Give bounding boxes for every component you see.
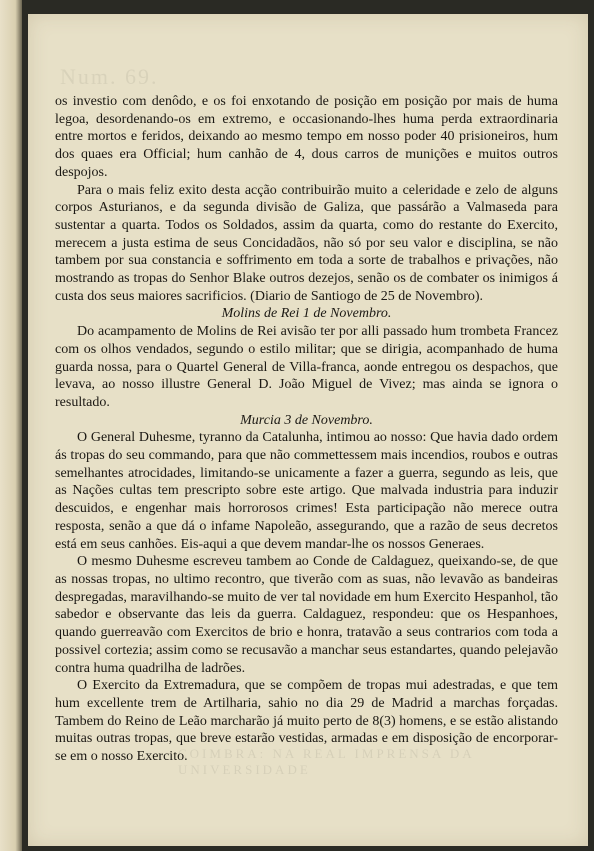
document-page	[28, 14, 588, 846]
dateline-molins-de-rei: Molins de Rei 1 de Novembro.	[221, 306, 392, 322]
facing-page-edge	[0, 0, 22, 851]
dateline-murcia: Murcia 3 de Novembro.	[240, 412, 373, 428]
paragraph-continuation: os investio com denôdo, e os foi enxotando de posição em posição por mais de huma legoa, desordenando-os em extremo, e occasionando-lhes huma perda extraordinaria entre mortos e feridos, deixando ao mesmo tempo em nosso poder 40 prisioneiros, hum dos quaes era Official; hum canhão de 4, dous carros de munições e muitos outros despojos.	[55, 94, 558, 180]
bleed-through-header: Num. 69.	[60, 64, 159, 89]
paragraph-caldaguez-reply: O mesmo Duhesme escreveu tambem ao Conde de Caldaguez, queixando-se, de que as nossas tropas, no ultimo recontro, que tiverão com as suas, não levavão as bandeiras despregadas, maravilhando-se muito de ver tal novidade em hum Exercito Hespanhol, tão sabedor e observante das leis da guerra. Caldaguez, respondeu: que os Hespanhoes, quando guerreavão com Exercitos de brio e honra, tratavão a seus contrarios com toda a possivel cortezia; assim como se recusavão a manchar seus estandartes, quando pelejavão contra huma quadrilha de ladrões.	[55, 554, 558, 676]
paragraph-victory-account: Para o mais feliz exito desta acção contribuirão muito a celeridade e zelo de alguns corpos Asturianos, e da segunda divisão de Galiza, que passárão a Valmaseda para sustentar a quarta. Todos os Soldados, assim da quarta, como do restante do Exercito, merecem a justa estima de seus Concidadãos, não só por seu valor e disciplina, se não tambem por sua constancia e soffrimento em toda a sorte de trabalhos e privações, não mostrando as tropas do Senhor Blake outros dezejos, senão os de combater os inimigos á custa dos seus maiores sacrificios. (Diario de Santiogo de 25 de Novembro).	[55, 182, 558, 304]
paragraph-duhesme-order: O General Duhesme, tyranno da Catalunha, intimou ao nosso: Que havia dado ordem ás tropas do seu commando, para que não commettessem mais incendios, roubos e outras semelhantes atrocidades, limitando-se unicamente a fazer a guerra, segundo as leis, que as Nações cultas tem prescripto sobre este artigo. Que malvada industria para induzir descuidos, e engenhar mais horrorosos crimes! Esta participação não merece outra resposta, senão a que dá o infame Napoleão, assegurando, que a razão de seus decretos está em seus canhões. Eis-aqui a que devem mandar-lhe os nossos Generaes.	[55, 430, 558, 552]
paragraph-extremadura-army: O Exercito da Extremadura, que se compõem de tropas mui adestradas, e que tem hum excellente trem de Artilharia, sahio no dia 29 de Madrid a marchas forçadas. Tambem do Reino de Leão marcharão já muito perto de 8(3) homens, e se estão alistando muitas outras tropas, que breve estarão vestidas, armadas e em disposição de encorporar-se em o nosso Exercito.	[55, 678, 558, 765]
paragraph-trumpeter: Do acampamento de Molins de Rei avisão ter por alli passado hum trombeta Francez com os olhos vendados, segundo o estilo militar; que se dirigia, acompanhado de huma guarda nossa, para o Quartel General de Villa-franca, aonde entregou os despachos, que levava, ao nosso illustre General D. João Miguel de Vivez; mas ainda se ignora o resultado.	[55, 324, 558, 410]
bleed-through-footer: COIMBRA: NA REAL IMPRENSA DA UNIVERSIDADE	[178, 746, 474, 777]
article-body	[55, 93, 558, 766]
